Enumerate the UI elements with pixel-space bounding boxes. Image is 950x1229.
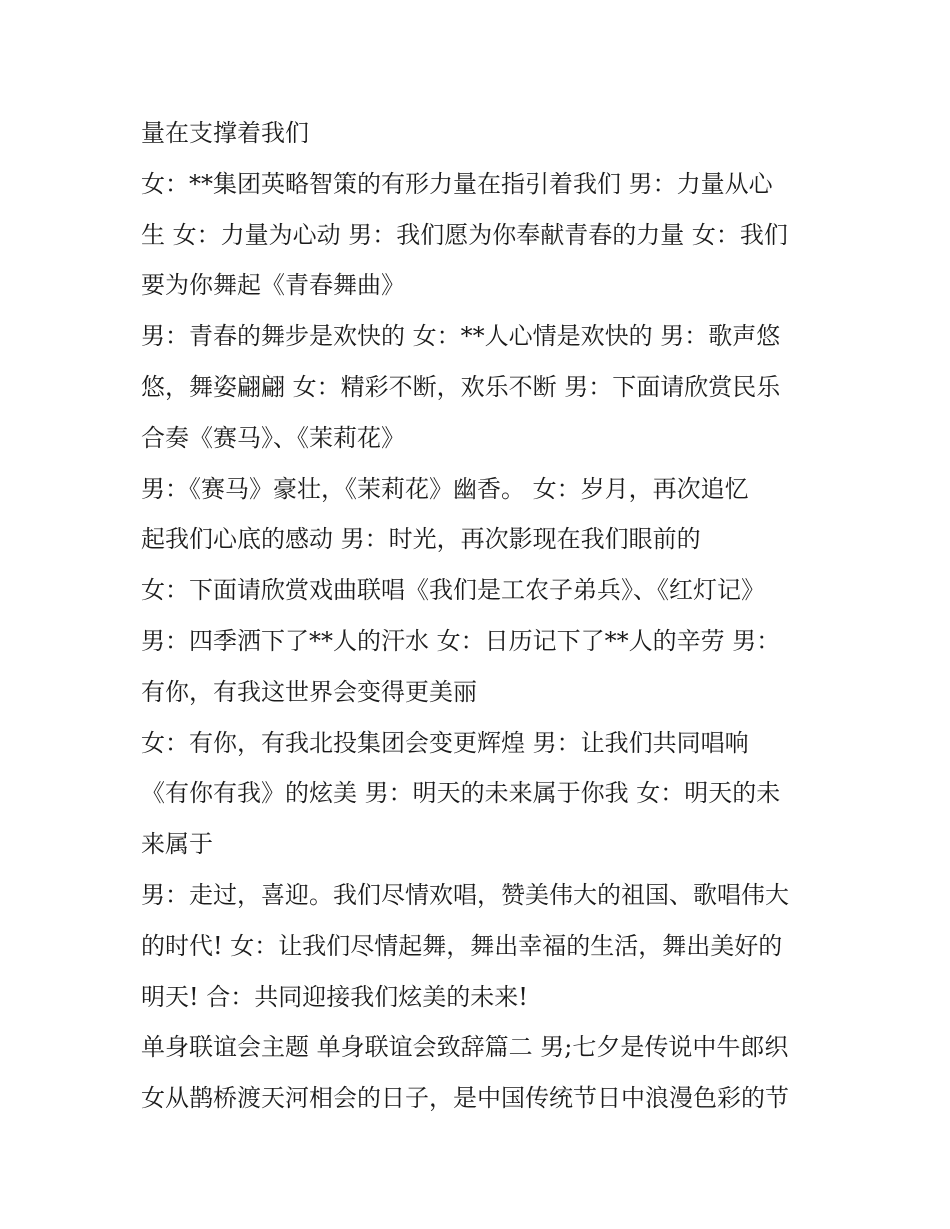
- text-line: 女：下面请欣赏戏曲联唱《我们是工农子弟兵》、《红灯记》: [141, 576, 765, 605]
- text-line: 量在支撑着我们: [141, 119, 309, 147]
- text-line: 生 女：力量为心动 男：我们愿为你奉献青春的力量 女：我们: [141, 220, 788, 249]
- text-line: 起我们心底的感动 男：时光，再次影现在我们眼前的: [141, 525, 701, 554]
- text-line: 女：有你，有我北投集团会变更辉煌 男：让我们共同唱响: [141, 728, 749, 757]
- text-line: 的时代! 女：让我们尽情起舞，舞出幸福的生活，舞出美好的: [141, 931, 783, 960]
- text-line: 单身联谊会主题 单身联谊会致辞篇二 男;七夕是传说中牛郎织: [141, 1033, 789, 1062]
- text-line: 女从鹊桥渡天河相会的日子，是中国传统节日中浪漫色彩的节: [141, 1084, 789, 1113]
- text-line: 男：青春的舞步是欢快的 女：**人心情是欢快的 男：歌声悠: [141, 322, 781, 351]
- text-line: 来属于: [141, 830, 213, 859]
- text-line: 明天! 合：共同迎接我们炫美的未来!: [141, 982, 528, 1011]
- text-line: 有你，有我这世界会变得更美丽: [141, 677, 477, 706]
- text-line: 要为你舞起《青春舞曲》: [141, 271, 405, 300]
- text-line: 男：四季洒下了**人的汗水 女：日历记下了**人的辛劳 男：: [141, 626, 781, 655]
- text-line: 悠，舞姿翩翩 女：精彩不断，欢乐不断 男：下面请欣赏民乐: [141, 372, 781, 401]
- text-line: 男：《赛马》豪壮，《茉莉花》幽香。 女：岁月，再次追忆: [141, 474, 749, 503]
- text-line: 合奏《赛马》、《茉莉花》: [141, 423, 405, 452]
- text-line: 男：走过，喜迎。我们尽情欢唱，赞美伟大的祖国、歌唱伟大: [141, 880, 789, 909]
- text-line: 《有你有我》的炫美 男：明天的未来属于你我 女：明天的未: [141, 779, 781, 808]
- text-line: 女：**集团英略智策的有形力量在指引着我们 男：力量从心: [141, 169, 773, 198]
- document-body: [141, 108, 821, 1124]
